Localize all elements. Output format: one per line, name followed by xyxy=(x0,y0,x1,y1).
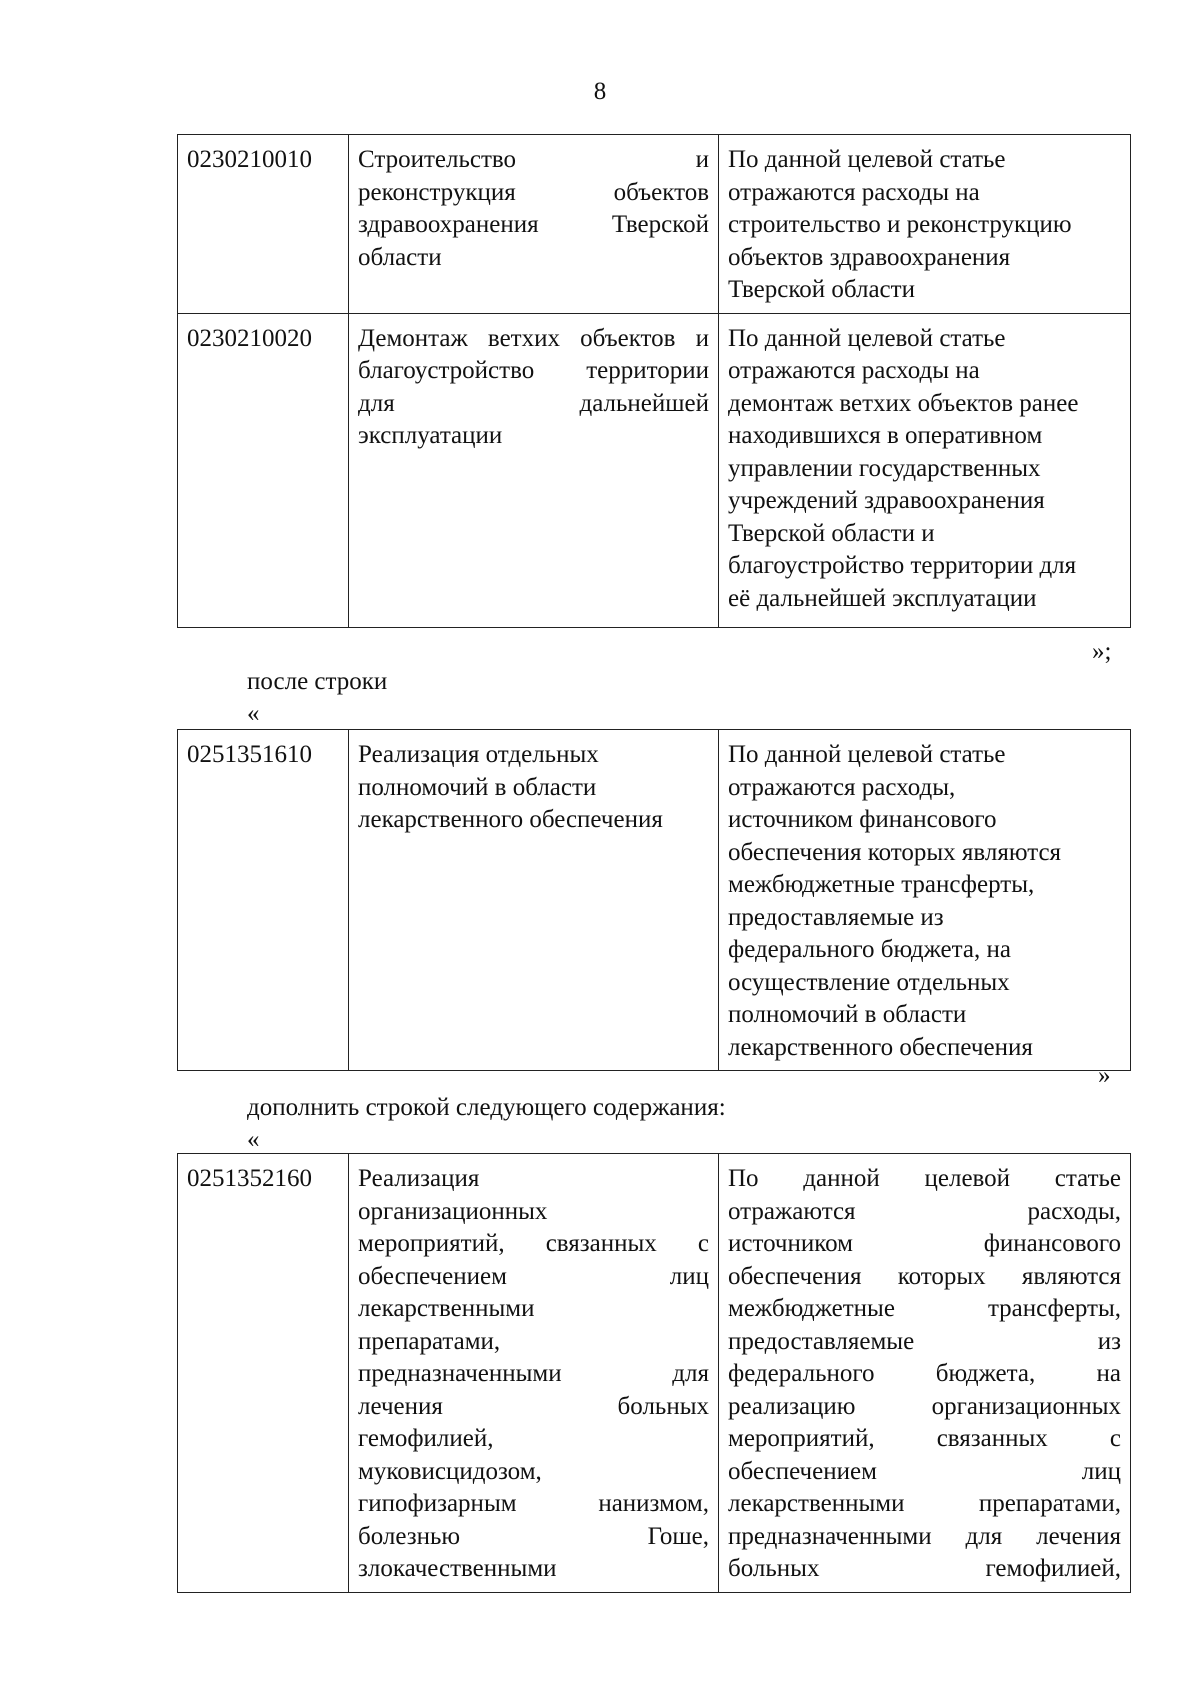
description-line: реализацию организационных xyxy=(728,1392,1121,1420)
description-line: предоставляемые из xyxy=(728,1327,1121,1355)
description-line: управлении государственных xyxy=(728,454,1041,482)
budget-table-2 xyxy=(177,729,1131,1071)
description-line: По данной целевой статье xyxy=(728,146,1006,173)
description-line: отражаются расходы на xyxy=(728,178,980,206)
name-cell xyxy=(349,1154,719,1593)
description-line: межбюджетные трансферты, xyxy=(728,1295,1121,1322)
description-line: осуществление отдельных xyxy=(728,968,1010,996)
code-cell: 0230210010 xyxy=(178,135,349,314)
code-cell: 0251352160 xyxy=(178,1154,349,1593)
description-cell xyxy=(719,730,1131,1071)
name-cell xyxy=(349,135,719,314)
description-line: По данной целевой статье xyxy=(728,741,1006,768)
description-line: источником финансового xyxy=(728,806,997,833)
description-line: находившихся в оперативном xyxy=(728,422,1043,449)
description-line: По данной целевой статье xyxy=(728,1165,1121,1192)
description-line: объектов здравоохранения xyxy=(728,243,1011,271)
description-line: больных гемофилией, xyxy=(728,1555,1121,1582)
name-cell xyxy=(349,730,719,1071)
description-line: обеспечением лиц xyxy=(728,1457,1121,1485)
description-cell xyxy=(719,313,1131,627)
budget-table-3 xyxy=(177,1153,1131,1593)
name-line: Реализация отдельных xyxy=(358,741,599,768)
description-line: мероприятий, связанных с xyxy=(728,1425,1121,1452)
page-number: 8 xyxy=(593,78,607,105)
name-line: лекарственными xyxy=(358,1295,535,1322)
opening-quote: « xyxy=(247,700,260,727)
description-line: федерального бюджета, на xyxy=(728,1360,1121,1387)
description-line: Тверской области xyxy=(728,276,915,303)
name-line: здравоохранения Тверской xyxy=(358,211,709,238)
description-line: строительство и реконструкцию xyxy=(728,211,1072,238)
description-line: лекарственного обеспечения xyxy=(728,1033,1033,1061)
description-cell xyxy=(719,1154,1131,1593)
table-row xyxy=(178,730,1131,1071)
table-row xyxy=(178,1154,1131,1593)
description-line: лекарственными препаратами, xyxy=(728,1490,1121,1517)
description-line: отражаются расходы, xyxy=(728,1197,1121,1225)
add-row-text: дополнить строкой следующего содержания: xyxy=(247,1094,726,1121)
name-line: мероприятий, связанных с xyxy=(358,1230,709,1257)
description-line: благоустройство территории для xyxy=(728,552,1077,579)
budget-table-1 xyxy=(177,134,1131,628)
description-line: предоставляемые из xyxy=(728,903,944,931)
name-line: злокачественными xyxy=(358,1555,557,1582)
name-line: обеспечением лиц xyxy=(358,1262,709,1290)
table-row xyxy=(178,313,1131,627)
description-line: обеспечения которых являются xyxy=(728,838,1062,866)
closing-quote: » xyxy=(1098,1062,1111,1089)
description-line: полномочий в области xyxy=(728,1001,967,1028)
name-line: Строительство и xyxy=(358,146,709,173)
name-line: Реализация xyxy=(358,1165,480,1192)
name-line: гемофилией, xyxy=(358,1425,494,1452)
name-line: реконструкция объектов xyxy=(358,178,709,206)
name-line: гипофизарным нанизмом, xyxy=(358,1490,709,1517)
description-line: обеспечения которых являются xyxy=(728,1262,1121,1290)
code-cell: 0251351610 xyxy=(178,730,349,1071)
description-line: Тверской области и xyxy=(728,519,935,547)
name-line: эксплуатации xyxy=(358,422,503,449)
description-line: источником финансового xyxy=(728,1230,1121,1257)
description-line: её дальнейшей эксплуатации xyxy=(728,584,1037,612)
name-line: лечения больных xyxy=(358,1392,709,1420)
description-line: демонтаж ветхих объектов ранее xyxy=(728,389,1079,417)
opening-quote: « xyxy=(247,1126,260,1153)
name-line: полномочий в области xyxy=(358,773,597,801)
name-line: Демонтаж ветхих объектов и xyxy=(358,324,709,352)
name-line: лекарственного обеспечения xyxy=(358,806,663,833)
description-line: федерального бюджета, на xyxy=(728,936,1011,963)
description-line: отражаются расходы, xyxy=(728,773,956,801)
name-line: муковисцидозом, xyxy=(358,1457,542,1485)
table-row xyxy=(178,135,1131,314)
closing-quote: »; xyxy=(1092,638,1112,665)
description-line: По данной целевой статье xyxy=(728,324,1006,352)
name-cell xyxy=(349,313,719,627)
description-line: отражаются расходы на xyxy=(728,357,980,384)
description-line: межбюджетные трансферты, xyxy=(728,871,1035,898)
name-line: препаратами, xyxy=(358,1327,501,1355)
name-line: болезнью Гоше, xyxy=(358,1522,709,1550)
name-line: благоустройство территории xyxy=(358,357,709,384)
code-cell: 0230210020 xyxy=(178,313,349,627)
name-line: организационных xyxy=(358,1197,548,1225)
name-line: области xyxy=(358,243,442,271)
description-line: учреждений здравоохранения xyxy=(728,487,1045,514)
name-line: для дальнейшей xyxy=(358,389,709,417)
description-cell xyxy=(719,135,1131,314)
name-line: предназначенными для xyxy=(358,1360,709,1387)
after-row-text: после строки xyxy=(247,668,388,695)
description-line: предназначенными для лечения xyxy=(728,1522,1121,1550)
